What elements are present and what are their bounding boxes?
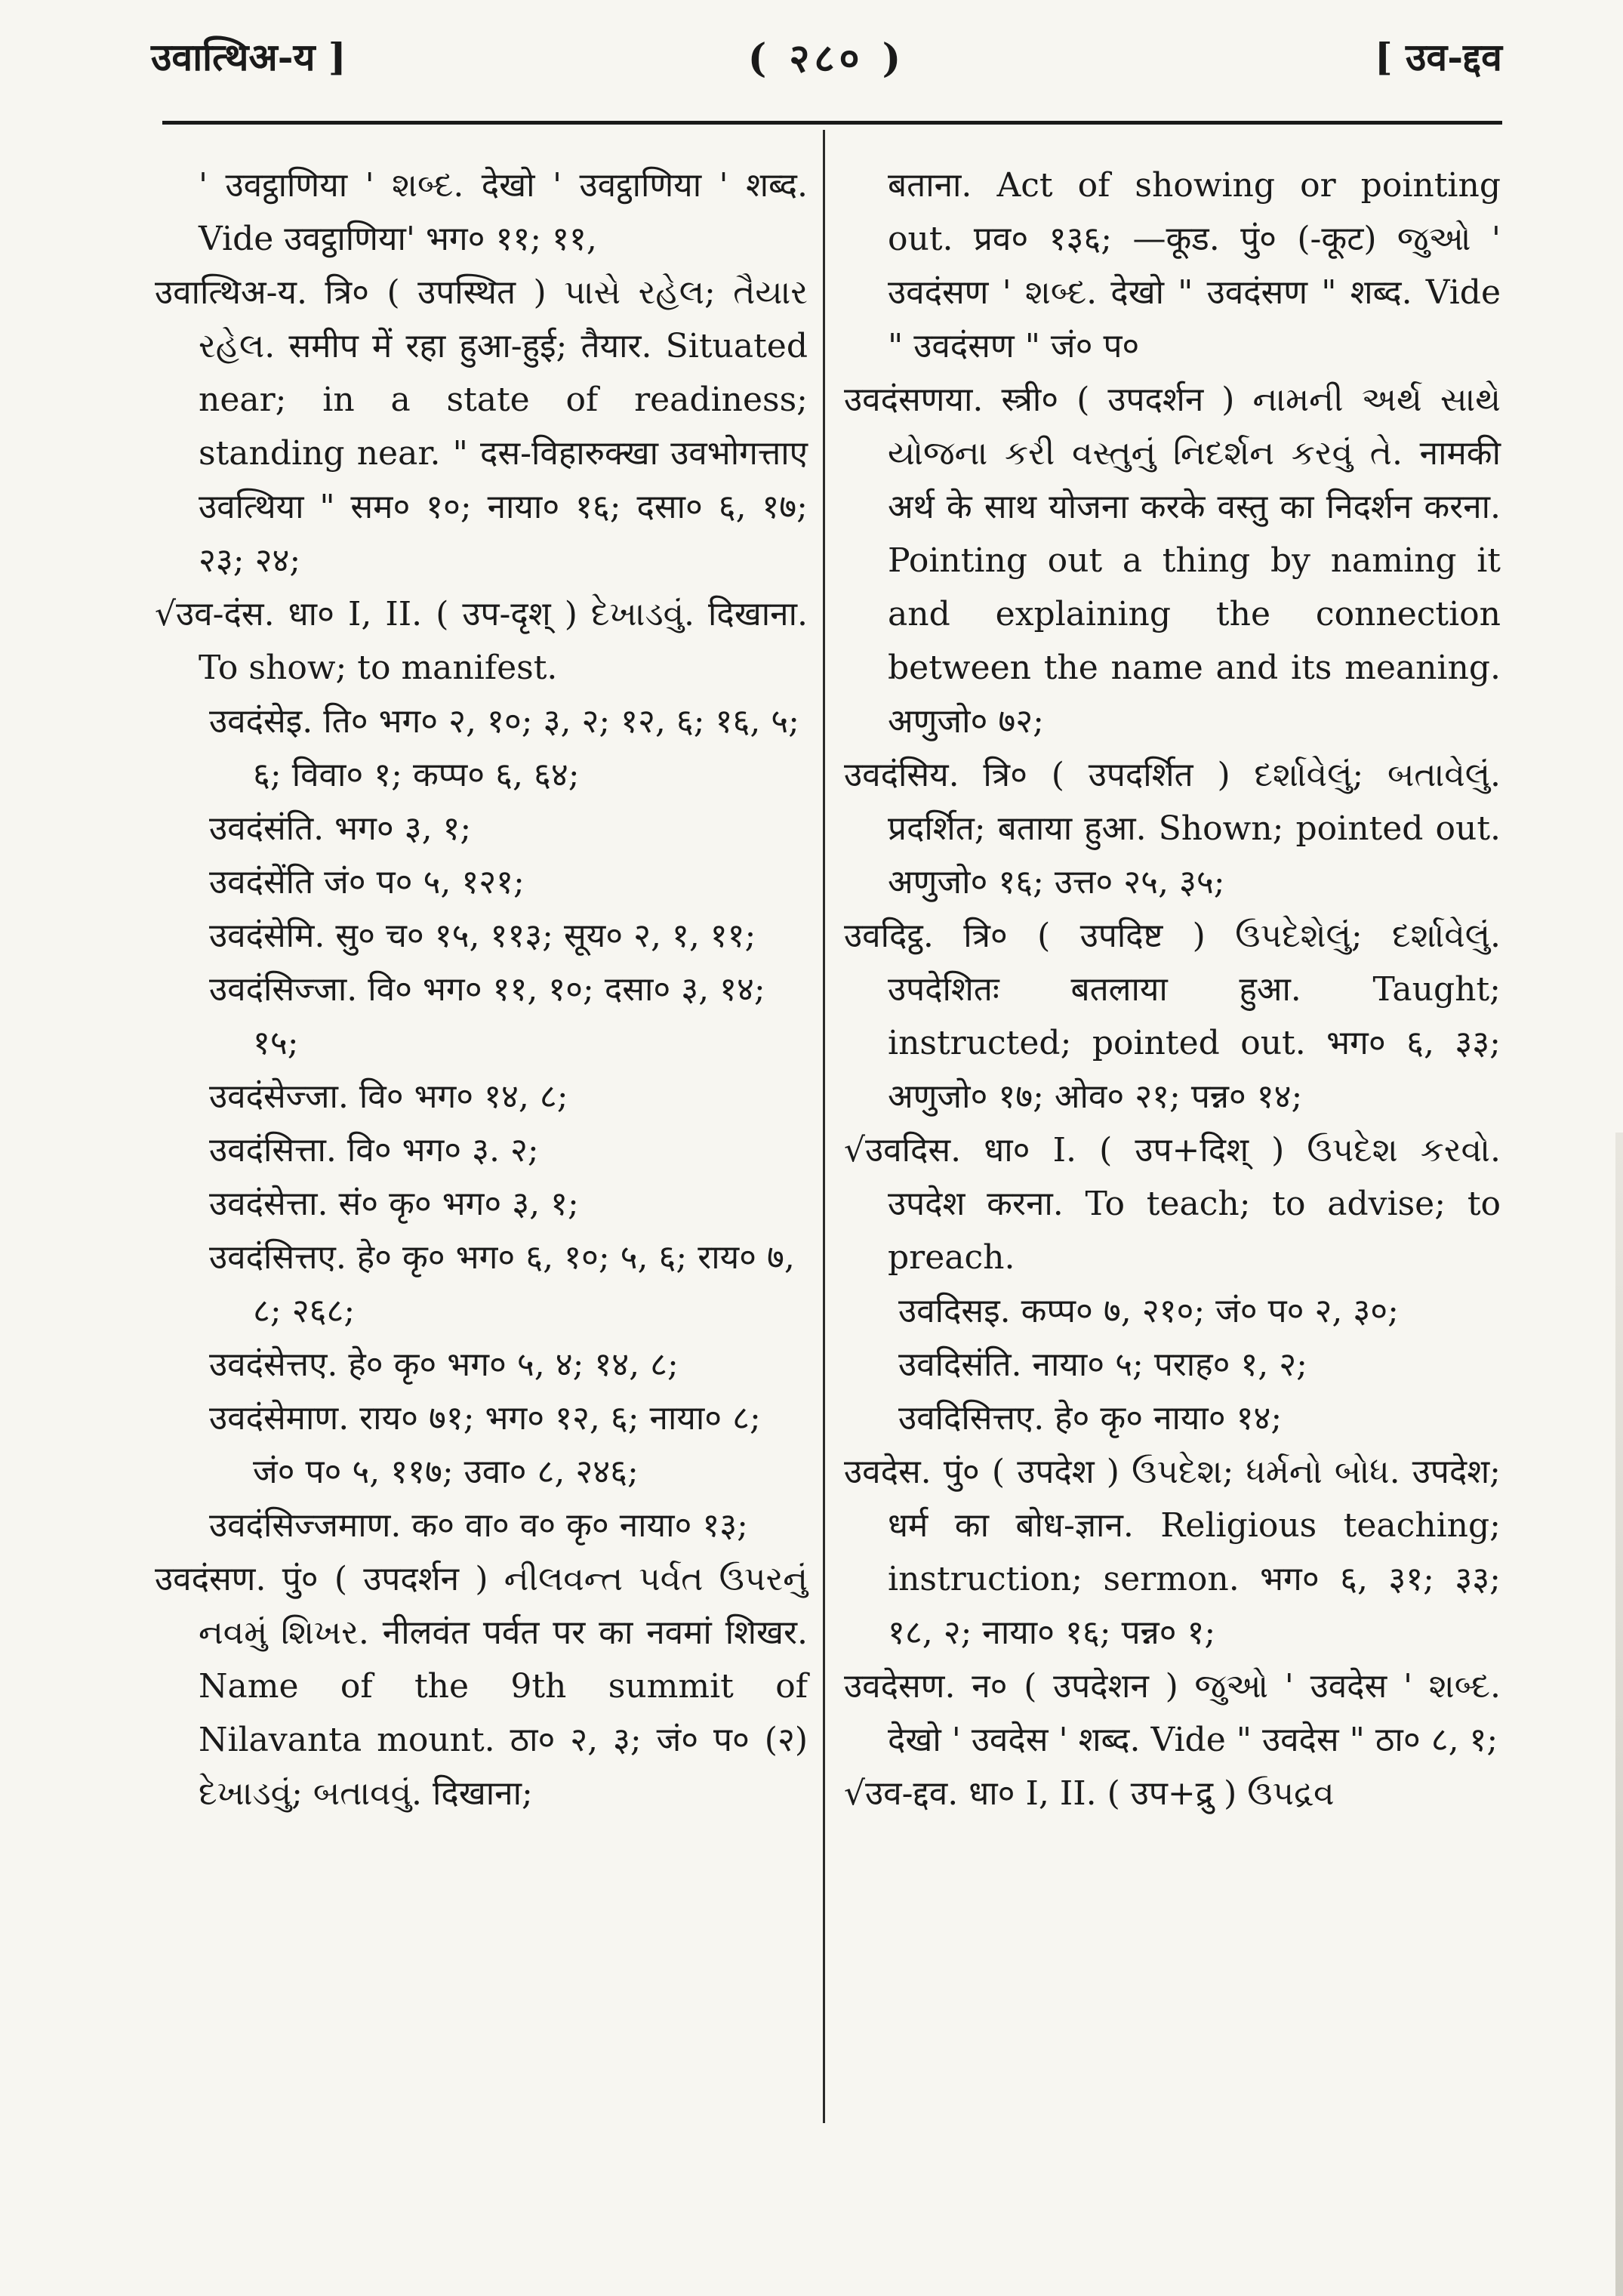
sub-form: उवदंसित्तए. हे० कृ० भग० ६, १०; ५, ६; राय० ७, ८; २६८; xyxy=(209,1238,795,1330)
sub-form: उवदिसित्तए. हे० कृ० नाया० १४; xyxy=(898,1399,1283,1438)
left-column xyxy=(155,159,808,1820)
right-column xyxy=(844,159,1501,1820)
column-divider xyxy=(823,130,825,2123)
dictionary-entry: उवदेसण. न० ( उपदेशन ) જુઓ ' उवदेस ' શબ્દ. देखो ' उवदेस ' शब्द. Vide " उवदेस " ठा० ८, १; xyxy=(844,1667,1501,1759)
dictionary-entry: √उव-द्दव. धा० I, II. ( उप+द्रु ) ઉપદ્રવ xyxy=(844,1774,1335,1813)
sub-form: उवदंसंति. भग० ३, १; xyxy=(209,809,472,848)
dictionary-entry: √उव-दंस. धा० I, II. ( उप-दृश् ) દેખાડવું. दिखाना. To show; to manifest. xyxy=(155,595,808,687)
sub-form: उवदिसइ. कप्प० ७, २१०; जं० प० २, ३०; xyxy=(898,1292,1399,1330)
sub-form: उवदंसेत्तए. हे० कृ० भग० ५, ४; १४, ८; xyxy=(209,1345,679,1384)
sub-form: उवदंसेइ. ति० भग० २, १०; ३, २; १२, ६; १६, ५; ६; विवा० १; कप्प० ६, ६४; xyxy=(209,702,799,794)
dictionary-entry: उवदेस. पुं० ( उपदेश ) ઉપદેશ; ધર્મનો બોધ. उपदेश; धर्म का बोध-ज्ञान. Religious teaching; instruction; sermon. भग० ६, ३१; ३३; १८, २; नाया० १६; पन्न० १; xyxy=(844,1453,1501,1652)
dictionary-entry: उवदंसणया. स्त्री० ( उपदर्शन ) નામની અર્થ સાથે યોજના કરી વસ્તુનું નિદર્શન કરવું તે. नामकी अर्थ के साथ योजना करके वस्तु का निदर्शन करना. Pointing out a thing by naming it and explaining the connection between the name and its meaning. अणुजो० ७२; xyxy=(844,381,1501,741)
entry-continuation: बताना. Act of showing or pointing out. प्रव० १३६; —कूड. पुं० (-कूट) જુઓ ' उवदंसण ' શબ્દ. देखो " उवदंसण " शब्द. Vide " उवदंसण " जं० प० xyxy=(888,166,1501,365)
sub-form: उवदंसेंति जं० प० ५, १२१; xyxy=(209,863,525,901)
dictionary-entry: उवदंसण. पुं० ( उपदर्शन ) નીલવન્ત પર્વત ઉપરનું નવમું શિખર. नीलवंत पर्वत पर का नवमां शिखर. Name of the 9th summit of Nilavanta mount. ठा० २, ३; जं० प० (२) દેખાડવું; બતાવવું. दिखाना; xyxy=(155,1560,808,1813)
sub-form: उवदंसेमि. सु० च० १५, ११३; सूय० २, १, ११; xyxy=(209,917,756,955)
header-left-guideword: उवात्थिअ-य ] xyxy=(151,35,346,79)
sub-form: उवदंसेज्जा. वि० भग० १४, ८; xyxy=(209,1077,568,1116)
header-right-guideword: [ उव-द्दव xyxy=(1374,35,1502,79)
sub-form: उवदंसित्ता. वि० भग० ३. २; xyxy=(209,1131,539,1170)
dictionary-entry: उवदंसिय. त्रि० ( उपदर्शित ) દર્શાવેલું; બતાવેલું. प्रदर्शित; बताया हुआ. Shown; pointed out. अणुजो० १६; उत्त० २५, ३५; xyxy=(844,756,1501,901)
dictionary-entry: √उवदिस. धा० I. ( उप+दिश् ) ઉપદેશ કરવો. उपदेश करना. To teach; to advise; to preach. xyxy=(844,1131,1501,1277)
page-header xyxy=(151,23,1502,83)
page-edge-shadow xyxy=(1615,1133,1623,2296)
sub-form: उवदिसंति. नाया० ५; पराह० १, २; xyxy=(898,1345,1307,1384)
page-number: ( २८० ) xyxy=(747,35,906,82)
sub-form: उवदंसिज्जा. वि० भग० ११, १०; दसा० ३, १४; १५; xyxy=(209,970,765,1062)
sub-form: उवदंसेमाण. राय० ७१; भग० १२, ६; नाया० ८; जं० प० ५, ११७; उवा० ८, २४६; xyxy=(209,1399,761,1491)
dictionary-entry: उवात्थिअ-य. त्रि० ( उपस्थित ) પાસે રહેલ; તૈયાર રહેલ. समीप में रहा हुआ-हुई; तैयार. Situated near; in a state of readiness; standing near. " दस-विहारुक्खा उवभोगत्ताए उवत्थिया " सम० १०; नाया० १६; दसा० ६, १७; २३; २४; xyxy=(155,273,808,580)
header-rule xyxy=(162,121,1502,125)
dictionary-entry: उवदिट्ठ. त्रि० ( उपदिष्ट ) ઉપદેશેલું; દર્શાવેલું. उपदेशितः बतलाया हुआ. Taught; instructed; pointed out. भग० ६, ३३; अणुजो० १७; ओव० २१; पन्न० १४; xyxy=(844,917,1501,1116)
sub-form: उवदंसेत्ता. सं० कृ० भग० ३, १; xyxy=(209,1185,579,1223)
sub-form: उवदंसिज्जमाण. क० वा० व० कृ० नाया० १३; xyxy=(209,1506,748,1545)
entry-continuation: ' उवट्ठाणिया ' શબ્દ. देखो ' उवट्ठाणिया ' शब्द. Vide उवट्ठाणिया' भग० ११; ११, xyxy=(199,166,808,258)
